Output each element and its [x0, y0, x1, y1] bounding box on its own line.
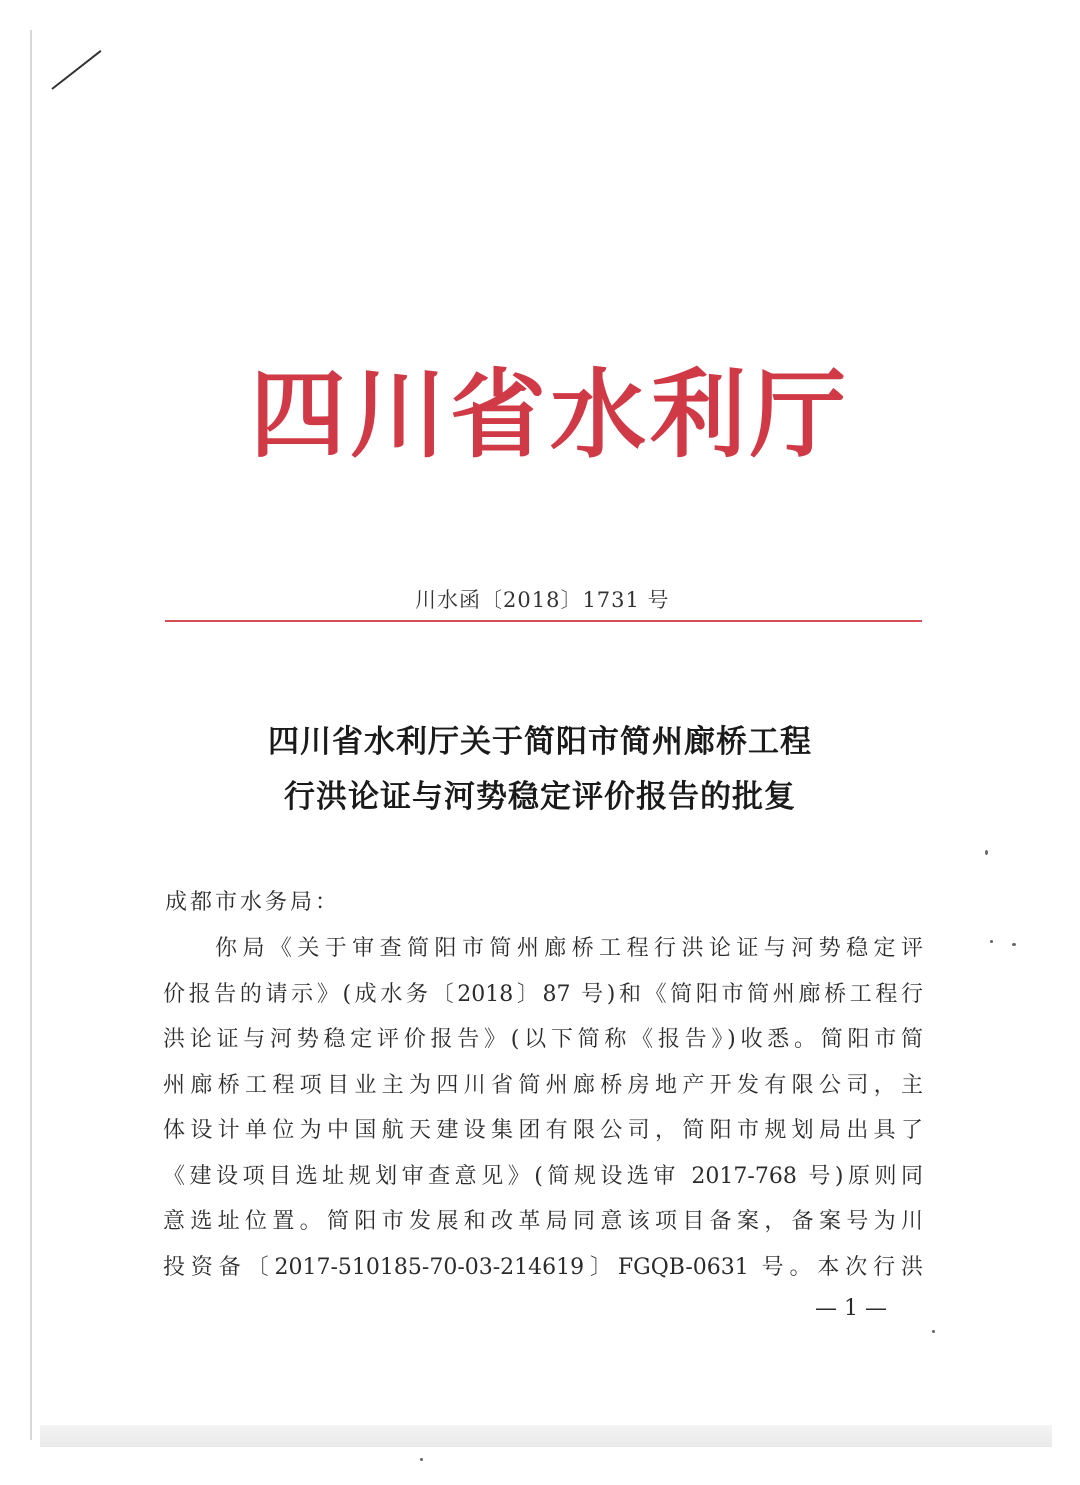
- document-title-line: 四川省水利厅关于简阳市简州廊桥工程: [268, 724, 812, 760]
- body-line: 意选址位置。简阳市发展和改革局同意该项目备案，备案号为川: [163, 1209, 923, 1234]
- page-number: — 1 —: [815, 1296, 887, 1321]
- scan-speck: [990, 940, 993, 943]
- document-number: 川水函〔2018〕1731 号: [415, 588, 670, 612]
- recipient: 成都市水务局：: [165, 890, 341, 915]
- pencil-mark: [51, 50, 101, 90]
- scan-speck: [932, 1330, 935, 1333]
- document-title: [150, 715, 930, 825]
- scan-left-edge: [30, 30, 32, 1440]
- scan-speck: [1012, 943, 1016, 946]
- scan-speck: [985, 850, 988, 855]
- letterhead-agency-name: 四川省水利厅: [250, 358, 850, 471]
- scan-bottom-shadow: [40, 1425, 1052, 1447]
- body-line: 你局《关于审查简阳市简州廊桥工程行洪论证与河势稳定评: [215, 936, 923, 961]
- body-line: 《建设项目选址规划审查意见》(简规设选审 2017-768 号)原则同: [163, 1163, 923, 1189]
- body-line: 体设计单位为中国航天建设集团有限公司，简阳市规划局出具了: [163, 1118, 923, 1143]
- body-line: 洪论证与河势稳定评价报告》(以下简称《报告》)收悉。简阳市简: [163, 1027, 923, 1052]
- body-line: 州廊桥工程项目业主为四川省简州廊桥房地产开发有限公司，主: [163, 1072, 923, 1098]
- body-paragraph: [163, 926, 923, 1290]
- body-line: 价报告的请示》(成水务〔2018〕87 号)和《简阳市简州廊桥工程行: [163, 981, 923, 1007]
- letterhead-red-rule: [165, 620, 922, 622]
- document-title-line: 行洪论证与河势稳定评价报告的批复: [284, 779, 796, 815]
- scan-speck: [420, 1458, 423, 1461]
- body-line: 投资备〔2017-510185-70-03-214619〕FGQB-0631 号。本次行洪: [163, 1254, 923, 1280]
